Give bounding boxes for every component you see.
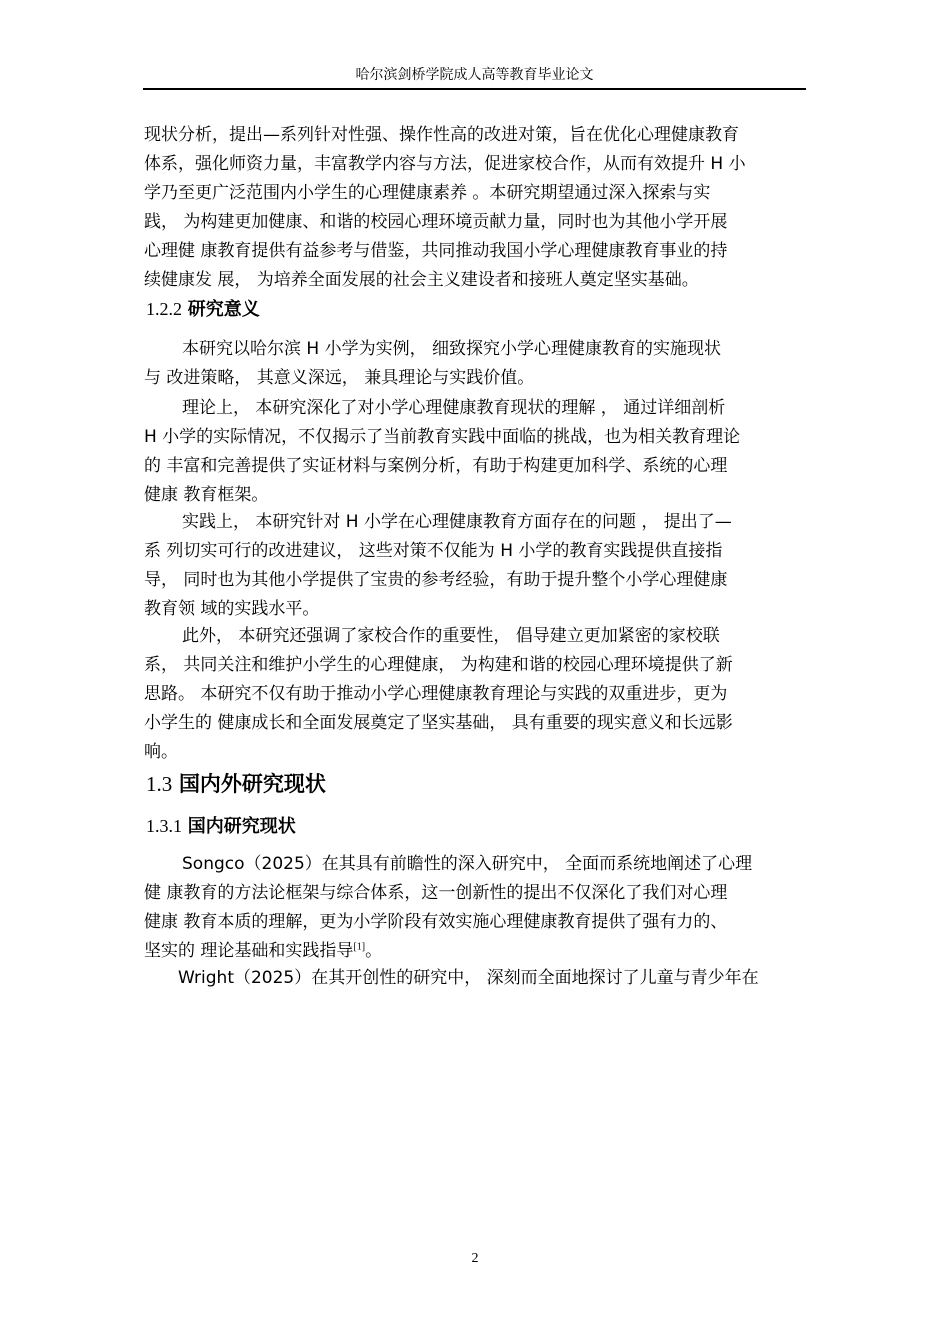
paragraph-home-school — [144, 622, 810, 767]
text-line: 的 丰富和完善提供了实证材料与案例分析，有助于构建更加科学、系统的心理 — [144, 456, 728, 476]
text-line: H 小学的实际情况，不仅揭示了当前教育实践中面临的挑战，也为相关教育理论 — [144, 427, 741, 447]
text-fragment: 。 — [365, 941, 383, 961]
section-heading-1-3-1 — [146, 814, 296, 839]
text-line: 健 康教育的方法论框架与综合体系，这一创新性的提出不仅深化了我们对心理 — [144, 883, 728, 903]
section-number: 1.2.2 — [146, 299, 182, 319]
paragraph-wright — [144, 964, 810, 993]
text-line: 响。 — [144, 742, 178, 762]
section-title: 研究意义 — [187, 299, 260, 320]
text-fragment: 坚实的 理论基础和实践指导 — [144, 941, 354, 961]
text-line: 系 列切实可行的改进建议， 这些对策不仅能为 H 小学的教育实践提供直接指 — [144, 541, 723, 561]
text-line: 理论上， 本研究深化了对小学心理健康教育现状的理解 ， 通过详细剖析 — [182, 398, 726, 418]
text-line: 体系，强化师资力量，丰富教学内容与方法，促进家校合作，从而有效提升 H 小 — [144, 154, 746, 174]
text-line: 导， 同时也为其他小学提供了宝贵的参考经验，有助于提升整个小学心理健康 — [144, 570, 728, 590]
text-line: 学乃至更广泛范围内小学生的心理健康素养 。本研究期望通过深入探索与实 — [144, 183, 711, 203]
text-line: 续健康发 展， 为培养全面发展的社会主义建设者和接班人奠定坚实基础。 — [144, 270, 699, 290]
text-line: Wright（2025）在其开创性的研究中， 深刻而全面地探讨了儿童与青少年在 — [178, 968, 759, 988]
text-line-with-citation — [144, 937, 810, 966]
section-title: 国内外研究现状 — [178, 772, 326, 796]
citation-ref[interactable]: [1] — [353, 941, 366, 953]
section-title: 国内研究现状 — [187, 816, 296, 837]
text-line: 现状分析，提出—系列针对性强、操作性高的改进对策，旨在优化心理健康教育 — [144, 125, 739, 145]
section-number: 1.3 — [146, 772, 173, 796]
paragraph-songco — [144, 850, 810, 966]
text-line: 健康 教育框架。 — [144, 485, 269, 505]
page-header: 哈尔滨剑桥学院成人高等教育毕业论文 — [143, 66, 806, 90]
paragraph-significance — [144, 335, 810, 393]
section-number: 1.3.1 — [146, 816, 182, 836]
text-line: Songco（2025）在其具有前瞻性的深入研究中， 全面而系统地阐述了心理 — [182, 854, 753, 874]
text-line: 健康 教育本质的理解，更为小学阶段有效实施心理健康教育提供了强有力的、 — [144, 912, 728, 932]
section-heading-1-2-2 — [146, 297, 260, 322]
paragraph-practice — [144, 508, 810, 624]
text-line: 实践上， 本研究针对 H 小学在心理健康教育方面存在的问题 ， 提出了— — [182, 512, 732, 532]
text-line: 践， 为构建更加健康、和谐的校园心理环境贡献力量，同时也为其他小学开展 — [144, 212, 728, 232]
text-line: 小学生的 健康成长和全面发展奠定了坚实基础， 具有重要的现实意义和长远影 — [144, 713, 733, 733]
page-number: 2 — [471, 1251, 479, 1266]
text-line: 系， 共同关注和维护小学生的心理健康， 为构建和谐的校园心理环境提供了新 — [144, 655, 733, 675]
text-line: 此外， 本研究还强调了家校合作的重要性， 倡导建立更加紧密的家校联 — [182, 626, 720, 646]
text-line: 本研究以哈尔滨 H 小学为实例， 细致探究小学心理健康教育的实施现状 — [182, 339, 721, 359]
text-line: 思路。 本研究不仅有助于推动小学心理健康教育理论与实践的双重进步，更为 — [144, 684, 728, 704]
text-line: 与 改进策略， 其意义深远， 兼具理论与实践价值。 — [144, 368, 535, 388]
text-line: 心理健 康教育提供有益参考与借鉴，共同推动我国小学心理健康教育事业的持 — [144, 241, 728, 261]
paragraph-theory — [144, 394, 810, 510]
text-line: 教育领 域的实践水平。 — [144, 599, 320, 619]
section-heading-1-3 — [146, 770, 326, 798]
paragraph-intro-continuation — [144, 121, 810, 295]
